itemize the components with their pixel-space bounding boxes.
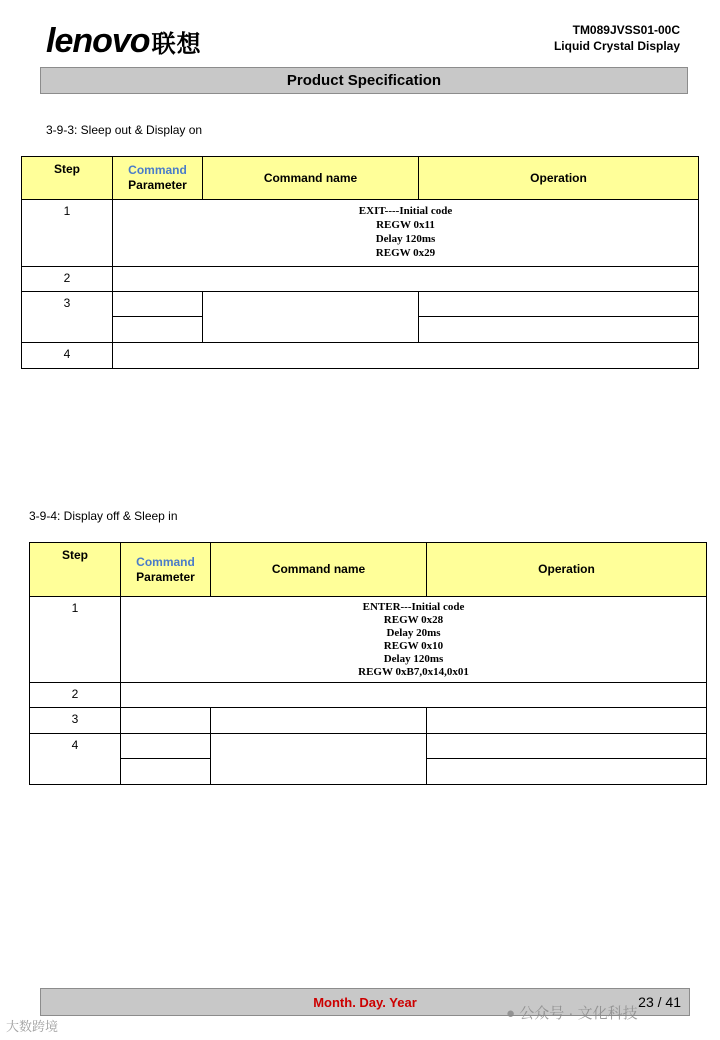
- code-line: REGW 0x11: [376, 219, 435, 231]
- watermark-account: 公众号 · 文化科技: [519, 1005, 638, 1022]
- table-header-row: [30, 543, 707, 597]
- corner-watermark: 大数跨境: [6, 1019, 59, 1034]
- header-operation: Operation: [427, 543, 707, 597]
- table-row: [30, 597, 707, 683]
- header-parameter-word: Parameter: [136, 569, 195, 584]
- header-command-parameter: [121, 543, 211, 597]
- initial-code-cell: [121, 597, 707, 683]
- code-line: Delay 120ms: [383, 653, 444, 665]
- header-command-word: Command: [136, 554, 195, 569]
- table-row: [30, 708, 707, 734]
- section-title-sleep-out: 3-9-3: Sleep out & Display on: [46, 123, 203, 137]
- header-command-parameter: [113, 157, 203, 200]
- empty-cell: [419, 292, 699, 317]
- footer-date: Month. Day. Year: [313, 995, 417, 1010]
- step-number: 3: [22, 292, 113, 343]
- logo-latin: lenovo: [46, 22, 150, 60]
- step-number: 2: [22, 267, 113, 292]
- code-line: EXIT----Initial code: [358, 205, 453, 217]
- table-row: [22, 267, 699, 292]
- doc-type: Liquid Crystal Display: [553, 39, 680, 53]
- table-row: [22, 343, 699, 369]
- empty-cell: [121, 683, 707, 708]
- wechat-icon: ●: [506, 1005, 516, 1022]
- header-command-name: Command name: [211, 543, 427, 597]
- code-line: REGW 0x29: [375, 247, 436, 259]
- empty-cell: [121, 708, 211, 734]
- doc-code: TM089JVSS01-00C: [572, 23, 680, 37]
- header-command-word: Command: [128, 163, 187, 177]
- code-line: ENTER---Initial code: [362, 601, 465, 613]
- watermark: [506, 1002, 638, 1023]
- empty-cell: [113, 267, 699, 292]
- empty-cell: [121, 734, 211, 759]
- code-line: REGW 0x10: [383, 640, 444, 652]
- step-number: 1: [22, 200, 113, 267]
- logo-chinese: 联想: [151, 31, 202, 58]
- display-off-table: [29, 542, 707, 785]
- empty-cell: [113, 292, 203, 317]
- section-title-display-off: 3-9-4: Display off & Sleep in: [29, 509, 178, 523]
- empty-cell: [427, 708, 707, 734]
- code-line: Delay 20ms: [386, 627, 441, 639]
- page-number: 23 / 41: [638, 994, 681, 1010]
- initial-code-cell: [113, 200, 699, 267]
- step-number: 1: [30, 597, 121, 683]
- table-row: [22, 292, 699, 317]
- empty-cell: [113, 317, 203, 343]
- spec-banner: Product Specification: [40, 67, 688, 94]
- empty-cell: [427, 759, 707, 785]
- code-line: Delay 120ms: [375, 233, 436, 245]
- header-command-name: Command name: [203, 157, 419, 200]
- header-step: Step: [30, 543, 121, 597]
- lenovo-logo: [46, 22, 202, 64]
- code-line: REGW 0x28: [383, 614, 444, 626]
- sleep-out-table: [21, 156, 699, 369]
- step-number: 3: [30, 708, 121, 734]
- step-number: 4: [30, 734, 121, 785]
- code-line: REGW 0xB7,0x14,0x01: [358, 666, 469, 678]
- empty-cell: [121, 759, 211, 785]
- document-id: [554, 22, 680, 54]
- empty-cell: [211, 734, 427, 785]
- table-row: [22, 200, 699, 267]
- empty-cell: [113, 343, 699, 369]
- empty-cell: [419, 317, 699, 343]
- table-header-row: [22, 157, 699, 200]
- header-operation: Operation: [419, 157, 699, 200]
- step-number: 2: [30, 683, 121, 708]
- step-number: 4: [22, 343, 113, 369]
- table-row: [30, 683, 707, 708]
- header-parameter-word: Parameter: [128, 178, 187, 192]
- table-row: [30, 734, 707, 759]
- empty-cell: [203, 292, 419, 343]
- empty-cell: [211, 708, 427, 734]
- empty-cell: [427, 734, 707, 759]
- header-step: Step: [22, 157, 113, 200]
